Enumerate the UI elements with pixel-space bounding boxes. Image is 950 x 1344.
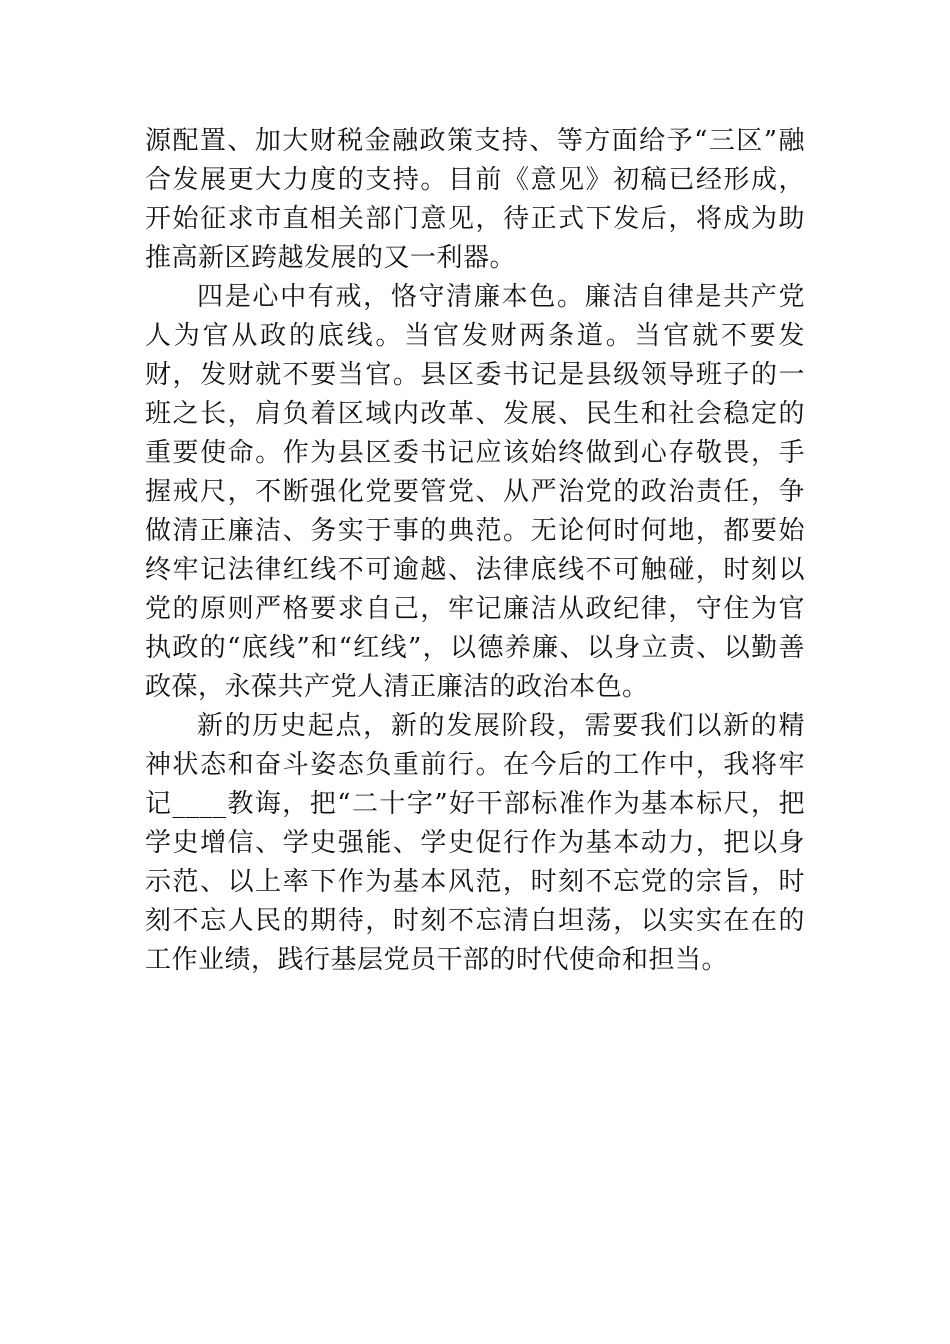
paragraph-3: 新的历史起点，新的发展阶段，需要我们以新的精神状态和奋斗姿态负重前行。在今后的工作中，我将牢记____教诲，把“二十字”好干部标准作为基本标尺，把学史增信、学史强能、学史促行作为基本动力，把以身示范、以上率下作为基本风范，时刻不忘党的宗旨，时刻不忘人民的期待，时刻不忘清白坦荡，以实实在在的工作业绩，践行基层党员干部的时代使命和担当。 bbox=[145, 711, 805, 975]
paragraph-1: 源配置、加大财税金融政策支持、等方面给予“三区”融合发展更大力度的支持。目前《意见》初稿已经形成，开始征求市直相关部门意见，待正式下发后，将成为助推高新区跨越发展的又一利器。 bbox=[145, 126, 805, 273]
paragraph-2: 四是心中有戒，恪守清廉本色。廉洁自律是共产党人为官从政的底线。当官发财两条道。当官就不要发财，发财就不要当官。县区委书记是县级领导班子的一班之长，肩负着区域内改革、发展、民生和社会稳定的重要使命。作为县区委书记应该始终做到心存敬畏，手握戒尺，不断强化党要管党、从严治党的政治责任，争做清正廉洁、务实于事的典范。无论何时何地，都要始终牢记法律红线不可逾越、法律底线不可触碰，时刻以党的原则严格要求自己，牢记廉洁从政纪律，守住为官执政的“底线”和“红线”，以德养廉、以身立责、以勤善政葆，永葆共产党人清正廉洁的政治本色。 bbox=[145, 282, 805, 702]
document-body bbox=[145, 122, 805, 980]
